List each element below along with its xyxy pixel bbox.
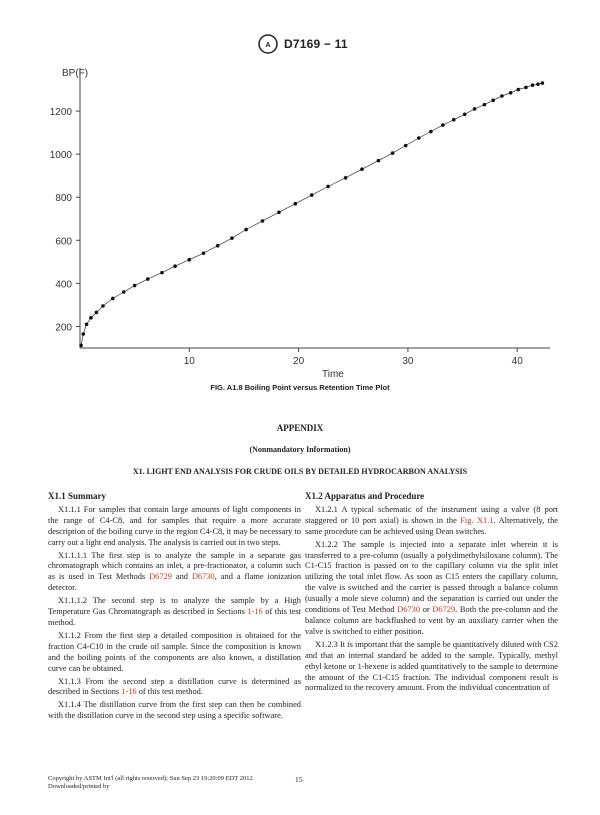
left-column	[48, 491, 301, 724]
data-point	[146, 277, 150, 281]
data-point	[524, 86, 528, 90]
text-span: X1.2.2 The sample is injected into a separate inlet wherein it is transferred to a pre-column (usually a polydimethylsiloxane column). The C1-C15 fraction is passed on to the capillary column via the split inlet utilizing the total inlet flow. As soon as C15 enters the capillary column, the valve is switched and the carrier is passed through a balance column (usually a mole sieve column) and the separation is carried out under the conditions of Test Method	[305, 539, 558, 615]
text-span: X1.1.1.1 The first step is to analyze the sample in a separate gas chromatograph which contains an inlet, a pre-fractionator, a column such as is used in Test Methods	[48, 550, 301, 582]
link-d6729[interactable]: D6729	[149, 572, 172, 582]
data-point	[429, 130, 433, 134]
data-point	[101, 304, 105, 308]
data-point	[173, 264, 177, 268]
text-span: X1.1.1.2 The second step is to analyze the sample by a High Temperature Gas Chromatograph as described in Sections	[48, 596, 301, 617]
paragraph-x1-1-4: X1.1.4 The distillation curve from the first step can then be combined with the distillation curve in the second step using a specific software.	[48, 700, 301, 721]
data-point	[81, 332, 85, 336]
data-point	[441, 123, 445, 127]
link-sections-1-16[interactable]: 1-16	[247, 607, 263, 617]
paragraph-x1-1-1-1	[48, 551, 301, 595]
data-point	[85, 323, 89, 327]
data-point	[111, 297, 115, 301]
paragraph-x1-1-3	[48, 677, 301, 699]
x-tick-label: 10	[183, 356, 195, 367]
link-sections-1-16[interactable]: 1-16	[121, 687, 137, 697]
apparatus-heading: X1.2 Apparatus and Procedure	[305, 491, 425, 501]
y-tick-label: 1000	[49, 150, 72, 162]
paragraph-x1-1-2: X1.1.2 From the first step a detailed composition is obtained for the fraction C4-C10 in the crude oil sample. Since the composition is known and the boiling points of the components are also known, a distillation curve can be obtained.	[48, 630, 301, 673]
data-point	[294, 202, 298, 206]
link-fig-x1-1[interactable]: Fig. X1.1	[460, 515, 494, 525]
right-column	[305, 491, 558, 696]
data-point	[79, 344, 83, 348]
data-point	[536, 82, 540, 86]
section-title: X1. LIGHT END ANALYSIS FOR CRUDE OILS BY DETAILED HYDROCARBON ANALYSIS	[132, 467, 468, 476]
data-point	[230, 236, 234, 240]
text-span: of this test method.	[136, 687, 203, 697]
data-point	[326, 185, 330, 189]
astm-logo-icon	[258, 34, 278, 54]
y-tick-label: 200	[55, 322, 72, 334]
data-point	[531, 83, 535, 87]
data-point	[417, 136, 421, 140]
data-point	[483, 103, 487, 107]
y-tick-label: 600	[55, 236, 72, 248]
data-point	[122, 290, 126, 294]
svg-text:A: A	[265, 42, 271, 49]
text-span: of this test method.	[48, 607, 301, 627]
x-tick-label: 40	[511, 356, 523, 367]
data-point	[261, 219, 265, 223]
paragraph-x1-2-3: X1.2.3 It is important that the sample be quantitatively diluted with CS2 and that an internal standard be added to the sample. Typically, methyl ethyl ketone or 1-hexene is added quantitatively to the sample to determine the amount of the C1-C15 fraction. The individual component result is normalized to the recovery amount. From the individual concentration of	[305, 639, 558, 693]
text-span: X1.2.1 A typical schematic of the instrument using a valve (8 port staggered or 10 port axial) is shown in the	[305, 504, 558, 525]
text-span: and	[171, 572, 192, 582]
data-point	[360, 167, 364, 171]
data-point	[377, 159, 381, 163]
appendix-title: APPENDIX	[276, 423, 324, 433]
data-point	[452, 118, 456, 122]
data-point	[277, 211, 281, 215]
copyright-line: Copyright by ASTM Int'l (all rights reserved); Sun Sep 23 19:20:09 EDT 2012	[48, 775, 253, 782]
appendix-subtitle: (Nonmandatory Information)	[249, 445, 351, 454]
page-number: 15	[295, 775, 303, 784]
paragraph-x1-1-1: X1.1.1 For samples that contain large amounts of light components in the range of C4-C8, and for samples that require a more accurate description of the boiling curve in the region C4-C8, it may be necessary to carry out a light end analysis. The analysis is carried out in two steps.	[48, 504, 301, 547]
data-point	[344, 176, 348, 180]
x-tick-label: 20	[293, 356, 305, 367]
document-id: D7169 − 11	[284, 37, 348, 51]
paragraph-x1-2-2	[305, 540, 558, 638]
footer	[48, 775, 253, 791]
data-point	[188, 258, 192, 262]
figure-caption: FIG. A1.8 Boiling Point versus Retention Time Plot	[210, 383, 390, 392]
y-axis-label: BP(F)	[62, 68, 89, 79]
summary-heading: X1.1 Summary	[48, 491, 106, 501]
text-span: , and a flame ionization detector.	[48, 572, 302, 593]
text-span: . Alternatively, the same procedure can be achieved using Dean switches.	[305, 515, 558, 536]
paragraph-x1-2-1	[305, 505, 558, 538]
link-d6730[interactable]: D6730	[191, 572, 215, 582]
data-point	[473, 107, 477, 111]
text-span: . Both the pre-column and the balance column are backflushed to vent by an auxiliary carrier when the valve is switched to either position.	[305, 605, 559, 636]
link-d6730[interactable]: D6730	[397, 605, 421, 615]
data-point	[491, 99, 495, 103]
downloaded-line: Downloaded/printed by	[48, 783, 110, 790]
data-point	[202, 251, 206, 255]
document-header	[258, 34, 348, 54]
data-point	[244, 228, 248, 232]
paragraph-x1-1-1-2	[48, 596, 301, 629]
data-point	[216, 244, 220, 248]
data-point	[89, 316, 93, 320]
data-point	[391, 151, 395, 155]
data-point	[310, 193, 314, 197]
link-d6729[interactable]: D6729	[432, 605, 456, 615]
data-point	[541, 81, 545, 85]
data-point	[463, 113, 467, 117]
series-line	[81, 83, 542, 345]
x-tick-label: 30	[402, 356, 414, 367]
boiling-point-chart	[0, 58, 600, 380]
chart-axes	[80, 68, 550, 348]
y-tick-label: 1200	[49, 107, 72, 119]
data-point	[517, 88, 521, 92]
text-span: or	[420, 605, 433, 615]
text-span: X1.1.3 From the second step a distillation curve is determined as described in Sections	[48, 676, 301, 697]
data-point	[509, 91, 513, 95]
data-point	[404, 144, 408, 148]
x-axis-label: Time	[322, 369, 344, 380]
y-tick-label: 800	[55, 193, 72, 205]
data-point	[160, 271, 164, 275]
data-point	[95, 311, 99, 315]
data-point	[500, 94, 504, 98]
y-tick-label: 400	[55, 279, 72, 291]
data-point	[133, 284, 137, 288]
